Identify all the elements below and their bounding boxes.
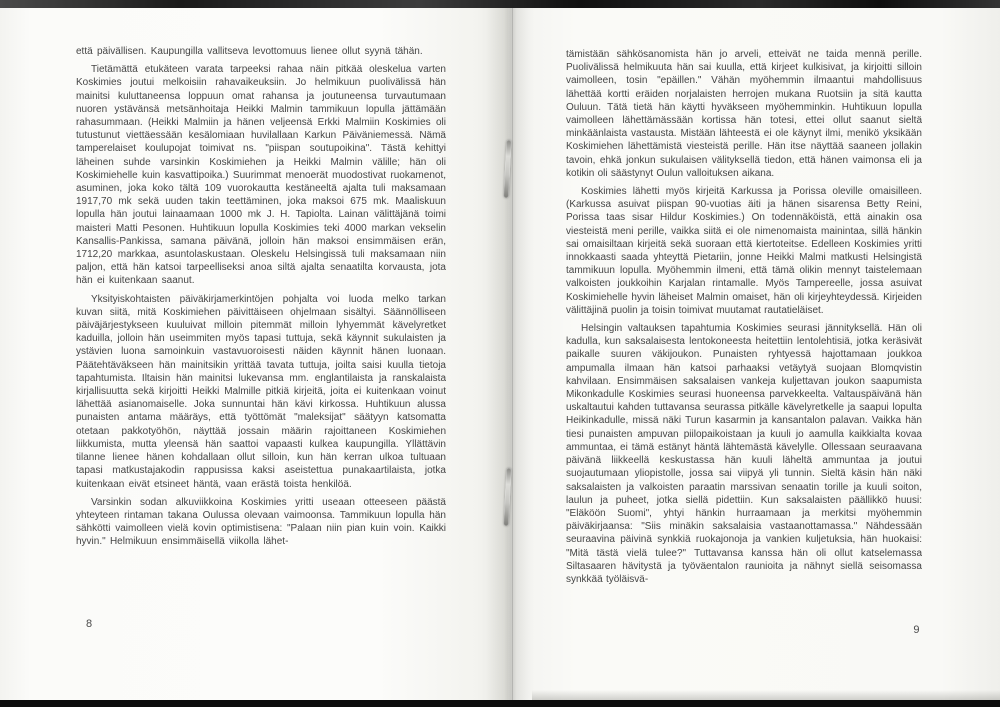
left-page-text [76,45,446,621]
scan-edge-bottom [0,700,1000,707]
paragraph: että päivällisen. Kaupungilla vallitseva levottomuus lienee ollut syynä tähän. [76,46,423,57]
left-page [0,8,508,700]
page-number-left: 8 [86,618,93,630]
paragraph: Yksityiskohtaisten päiväkirjamerkintöjen pohjalta voi luoda melko tarkan kuvan siitä, mitä Koskimiehen päivittäiseen ohjelmaan sisältyi. Säännölliseen päiväjärjestykseen kuuluivat milloin pitemmät milloin lyhyemmät kävelyretket kaduilla, jolloin hän useimmiten myös tapasi tuttuja, sekä käynnit sukulaisten ja ystävien luona samoinkuin vastavuoroisesti näiden käynnit hänen luonaan. Päätehtäväkseen hän mainitsikin yrittää tavata tuttuja, joilta saisi kuulla tietoja tapahtumista. Iltaisin hän mainitsi lukevansa mm. englantilaista ja ranskalaista kirjallisuutta sekä kirjoitti Heikki Malmille pitkiä kirjeitä, joita ei kuitenkaan voinut lähettää asianomaiselle. Joka sunnuntai hän kävi kirkossa. Huhtikuun alussa punaisten antama määräys, että työttömät "maleksijat" säätyyn katsomatta otetaan pakkotyöhön, näyttää jossain määrin rajoittaneen Koskimiehen liikkumista, mutta yleensä hän saattoi vapaasti kulkea kaupungilla. Yllättävin tilanne lienee hänen kohdallaan ollut silloin, kun hän kerran ulkoa tultuaan tapasi matkustajakodin rappusissa kaksi aseistettua punakaartilaista, jotka kuitenkaan eivät etsineet häntä, vaan erästä toista henkilöä. [76,293,446,490]
paragraph: Helsingin valtauksen tapahtumia Koskimies seurasi jännityksellä. Hän oli kadulla, kun saksalaisesta lentokoneesta heitettiin lentolehtisiä, jotka keräsivät paikalle suuren väkijoukon. Punaisten ryhtyessä hajottamaan joukkoa ampumalla ilmaan hän katsoi parhaaksi vetäytyä suojaan Blomqvistin kahvilaan. Ensimmäisen saksalaisen vankeja kuljettavan joukon saapumista Mikonkadulle Koskimies seurasi huoneensa parvekkeelta. Valtauspäivänä hän uskaltautui kahden tuttavansa seurassa pitkälle kävelyretkelle ja saapui lopulta Heikinkadulle, missä näki Turun kasarmin ja kansantalon palavan. Vaikka hän tiesi punaisten ampuvan piilopaikoistaan ja kuuli jo aamulla kaikkialta kovaa ammuntaa, ei tämä estänyt häntä lähtemästä kävelylle. Ollessaan seuraavana päivänä liikkeellä keskustassa hän kuuli läheltä ammuntaa ja joutui suojautumaan yliopistolle, jossa sai viipyä yli tunnin. Sieltä käsin hän näki saksalaisten ja valkoisten paraatin marssivan senaatin torille ja kuuli soiton, laulun ja puheet, jotka siellä pidettiin. Kun saksalaisten päällikkö huusi: "Eläköön Suomi", yhtyi hänkin hurraamaan ja merkitsi myöhemmin päiväkirjaansa: "Siis minäkin saksalaisia vastaanottamassa." Nähdessään seuraavina päivinä synkkiä ruokajonoja ja vankien kuljetuksia, hän huokaisi: "Mitä tästä vielä tulee?" Tuttavansa kanssa hän oli ollut katselemassa Siltasaaren hävitystä ja työväentalon raunioita ja nähnyt siellä seisomassa synkkää työläisvä- [566,323,922,585]
right-page-text [566,48,922,624]
paragraph: Varsinkin sodan alkuviikkoina Koskimies yritti useaan otteeseen päästä yhteyteen rintaman takana Oulussa olevaan vaimoonsa. Tammikuun lopulla hän sähkötti vaimolleen vielä kovin optimistisena: "Palaan niin pian kuin voin. Kaikki hyvin." Helmikuun ensimmäisellä viikolla lähet- [76,496,446,548]
page-number-right: 9 [913,624,920,636]
paragraph: Koskimies lähetti myös kirjeitä Karkussa ja Porissa oleville omaisilleen. (Karkussa asuivat piispan 90-vuotias äiti ja hänen sisarensa Betty Reini, Porissa taas sisar Hildur Koskimies.) On todennäköistä, että ainakin osa viesteistä meni perille, vaikka siitä ei ole nimenomaista mainintaa, sillä hänkin sai omaisiltaan kirjeitä sekä suoraan että kiertoteitse. Edelleen Koskimies yritti innokkaasti saada yhteyttä Pietariin, jonne Heikki Malmi matkusti Helsingistä tammikuun lopulla. Myöhemmin ilmeni, että tämä olikin mennyt taistelemaan valkoisten joukkoihin Karjalan rintamalle. Myös Tampereelle, jossa asuivat Koskimiehelle hyvin läheiset Malmin omaiset, hän oli kirjeyhteydessä. Kirjeiden välittäjinä puolin ja toisin toimivat muutamat rautatieläiset. [566,186,922,316]
scan-edge-top [0,0,1000,8]
paragraph: tämistään sähkösanomista hän jo arveli, etteivät ne taida mennä perille. Puolivälissä helmikuuta hän sai kuulla, että kirjeet kulkisivat, ja kirjoitti silloin vaimolleen, tosin "epäillen." Vähän myöhemmin ilmaantui mahdollisuus lähettää kortti eräiden norjalaisten herrojen mukana Ruotsiin ja sitä kautta Ouluun. Tätä tietä hän käytti hyväkseen myöhemminkin. Huhtikuun lopulla vaimolleen lähettämässään kortissa hän totesi, ettei ollut saanut sieltä minkäänlaista vastausta. Mistään lähteestä ei ole käynyt ilmi, menikö yksikään Koskimiehen lähettämistä viesteistä perille. Hän itse näyttää saaneen jollakin tavoin, ehkä jonkun sukulaisen välityksellä tiedon, että hänen vaimonsa eli ja kotikin oli säästynyt Oulun valloituksen aikana. [566,49,922,179]
right-page [508,8,1000,700]
paragraph: Tietämättä etukäteen varata tarpeeksi rahaa näin pitkää oleskelua varten Koskimies joutui melkoisiin rahavaikeuksiin. Jo helmikuun puolivälissä hän mainitsi kuluttaneensa loppuun omat rahansa ja joutuneensa turvautumaan nuoren ystävänsä metsänhoitaja Heikki Malmin tammikuun lopulla jättämään rahasummaan. (Heikki Malmiin ja hänen veljeensä Erkki Malmiin Koskimies oli tutustunut viettäessään kesälomiaan huvilallaan Karkun Päiväniemessä. Nämä tamperelaiset koulupojat toimivat ns. "piispan soutupoikina". Tästä kehittyi läheinen suhde varsinkin Koskimiehen ja Heikki Malmin välille; hän oli Koskimiehelle kuin kasvattipoika.) Suurimmat menoerät muodostivat ruokamenot, asuminen, joka koko tältä 109 vuorokautta kestäneeltä ajalta tuli maksamaan 1917,70 mk sekä uuden takin teettäminen, joka maksoi 675 mk. Maaliskuun lopulla hän joutui lainaamaan 1000 mk J. H. Tapiolta. Lainan välittäjänä toimi maisteri Matti Pesonen. Huhtikuun lopulla Koskimies teki 4000 markan vekselin Kansallis-Pankissa, samana päivänä, jolloin hän maksoi ensimmäisen erän, 1712,20 markkaa, asuntolaskustaan. Oleskelu Helsingissä tuli maksamaan niin paljon, että hän katsoi tarpeelliseksi anoa siltä ajalta senaatilta korvausta, jota hän ei kuitenkaan saanut. [76,64,446,287]
